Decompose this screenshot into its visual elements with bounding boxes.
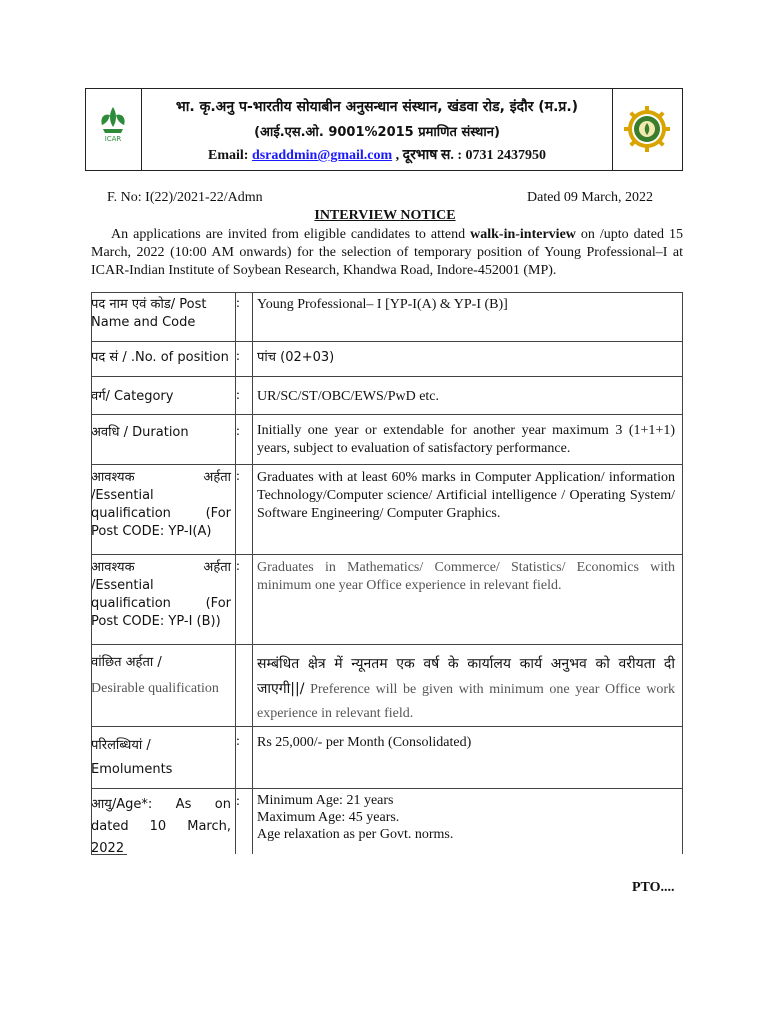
phone-text: , दूरभाष स. : 0731 2437950 [392, 148, 546, 163]
table-row [91, 414, 683, 465]
row-colon: : [236, 424, 240, 439]
row-label: आयु/Age*: As on dated 10 March, 2022 [91, 797, 231, 856]
icar-logo [86, 89, 142, 170]
intro-paragraph: An applications are invited from eligible candidates to attend walk-in-interview on /upto dated 15 March, 2022 (10:00 AM onwards) for the selection of temporary position of Young Professional–I at ICAR-Indian Institute of Soybean Research, Khandwa Road, Indore-452001 (MP). [91, 227, 683, 278]
row-value: Initially one year or extendable for another year maximum 3 (1+1+1) years, subject to evaluation of satisfactory performance. [257, 423, 675, 456]
table-divider-colon [252, 292, 253, 854]
row-colon: : [236, 559, 240, 574]
table-row [91, 554, 683, 645]
letterhead-text [142, 89, 613, 170]
contact-line [142, 145, 612, 164]
file-number: F. No: I(22)/2021-22/Admn [107, 190, 263, 205]
row-colon: : [236, 469, 240, 484]
institute-name: भा. कृ.अनु प-भारतीय सोयाबीन अनुसन्धान संस्थान, खंडवा रोड, इंदौर (म.प्र.) [175, 99, 579, 115]
row-value: पांच (02+03) [257, 350, 335, 365]
row-colon: : [236, 296, 240, 311]
table-divider-label [235, 292, 236, 854]
row-value: सम्बंधित क्षेत्र में न्यूनतम एक वर्ष के कार्यालय कार्य अनुभव को वरीयता दी जाएगी||/ Preference will be given with minimum one year Office work experience in relevant field. [257, 656, 675, 721]
iisr-emblem-icon [613, 89, 682, 170]
row-label: अवधि / Duration [91, 425, 189, 440]
notice-title: INTERVIEW NOTICE [314, 208, 456, 223]
table-row [91, 292, 683, 342]
pto-marker: PTO.... [632, 880, 675, 895]
row-value: Rs 25,000/- per Month (Consolidated) [257, 735, 472, 750]
row-label: पद नाम एवं कोड/ Post Name and Code [91, 297, 207, 330]
table-left-border [91, 292, 92, 854]
row-colon: : [236, 794, 240, 809]
row-label: आवश्यक अर्हता /Essential qualification (For Post CODE: YP-I (B)) [91, 560, 231, 629]
row-colon: : [236, 349, 240, 364]
row-value: Graduates in Mathematics/ Commerce/ Statistics/ Economics with minimum one year Office experience in relevant field. [257, 560, 675, 593]
svg-text:ICAR: ICAR [104, 135, 122, 143]
table-row [91, 464, 683, 555]
letterhead [85, 88, 683, 171]
row-label: पद सं / .No. of position [91, 350, 229, 365]
walk-in-emphasis: walk-in-interview [470, 227, 576, 242]
row-value: Minimum Age: 21 years Maximum Age: 45 years. Age relaxation as per Govt. norms. [257, 793, 454, 842]
iisr-logo [613, 89, 682, 170]
email-link[interactable]: dsraddmin@gmail.com [251, 148, 393, 163]
email-label: Email: [207, 148, 252, 163]
iso-certification: (आई.एस.ओ. 9001%2015 प्रमाणित संस्थान) [254, 125, 500, 140]
table-right-border [682, 292, 683, 854]
table-row [91, 644, 683, 727]
icar-logo-icon [86, 89, 141, 170]
row-label: परिलब्धियां / Emoluments [91, 738, 173, 777]
table-row [91, 376, 683, 415]
row-colon: : [236, 734, 240, 749]
row-label: वांछित अर्हता / Desirable qualification [91, 655, 219, 696]
table-row [91, 340, 683, 377]
table-bottom-stub [91, 854, 127, 855]
row-value: Graduates with at least 60% marks in Computer Application/ information Technology/Computer science/ Artificial intelligence / Operating System/ Software Engineering/ Computer Graphics. [257, 470, 675, 521]
notice-date: Dated 09 March, 2022 [527, 190, 653, 205]
row-label: आवश्यक अर्हता /Essential qualification (For Post CODE: YP-I(A) [91, 470, 231, 539]
row-value: UR/SC/ST/OBC/EWS/PwD etc. [257, 389, 440, 404]
table-row [91, 788, 683, 854]
row-value: Young Professional– I [YP-I(A) & YP-I (B)] [257, 297, 508, 312]
row-label: वर्ग/ Category [91, 389, 174, 404]
row-colon: : [236, 388, 240, 403]
table-row [91, 726, 683, 789]
